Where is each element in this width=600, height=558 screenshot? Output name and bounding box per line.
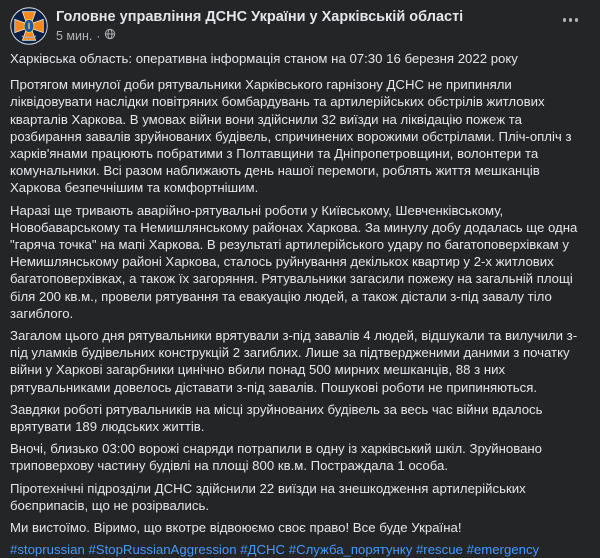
post-header-text [56,7,590,44]
hashtag-link[interactable]: #StopRussianAggression [88,542,237,558]
page-avatar[interactable] [10,7,48,45]
post-paragraph: Завдяки роботі рятувальників на місці зруйнованих будівель за весь час війни вдалось врятувати 189 людських життів. [10,401,543,435]
post-paragraph: Ми вистоїмо. Віримо, що вкотре відвоюємо своє право! Все буде Україна! [10,520,462,536]
page-name-link[interactable]: Головне управління ДСНС України у Харківській області [56,9,464,25]
post-paragraph: Загалом цього дня рятувальники врятували з-під завалів 4 людей, відшукали та вилучили з-під уламків будівельних конструкцій 2 загиблих. Лише за підтвердженими даними з початку війни у Харкові загарбники цинічно вбили понад 500 мирних мешканців, 88 з них рятувальниками довелось діставати з-під завалів. Пошукові роботи не припиняються. [10,328,578,395]
post-paragraph: Вночі, близько 03:00 ворожі снаряди потрапили в одну із харківський шкіл. Зруйновано триповерхову частину будівлі на площі 800 кв.м. Постраждала 1 особа. [10,441,543,474]
hashtag-link[interactable]: #rescue [415,542,463,558]
dsns-emblem-icon [10,7,48,45]
globe-icon [104,28,116,44]
hashtag-line [10,541,590,558]
hashtag-link[interactable]: #ДСНС [240,542,286,558]
post-header [10,7,590,45]
hashtag-link[interactable]: #Служба_порятунку [288,542,413,558]
post-meta [56,28,590,44]
meta-separator: · [96,29,101,43]
hashtag-link[interactable]: #emergency [466,542,540,558]
hashtag-link[interactable]: #stoprussian [10,542,85,558]
post-text [10,50,590,536]
more-options-button[interactable] [559,14,583,26]
post-paragraph: Піротехнічні підрозділи ДСНС здійснили 22 виїзди на знешкодження артилерійських боєприпасів, що не розірвались. [10,480,526,513]
post-paragraph: Харківська область: оперативна інформація станом на 07:30 16 березня 2022 року [10,51,518,66]
post-paragraph: Протягом минулої доби рятувальники Харківського гарнізону ДСНС не припиняли ліквідовувати наслідки повітряних бомбардувань та артилерійських обстрілів житлових кварталів Харкова. В умовах війни вони здійснили 32 виїзди на ліквідацію пожеж та розбирання завалів зруйнованих будівель, спричинених ворожими обстрілами. Пліч-опліч з харків'янами працюють побратими з Полтавщини та Дніпропетровщини, волонтери та комунальники. Всі разом наближають день нашої перемоги, роблять життя мешканців Харкова безпечнішим та комфортнішим. [10,77,572,196]
post-paragraph: Наразі ще тривають аварійно-рятувальні роботи у Київському, Шевченківському, Новобаварському та Немишлянському районах Харкова. За минулу добу додалась ще одна "гаряча точка" на мапі Харкова. В результаті артилерійського удару по багатоповерхівкам у Немишлянському районі Харкова, сталось руйнування декількох квартир у 2-х житлових багатоповерхівках, а також їх загоряння. Рятувальники загасили пожежу на загальній площі біля 200 кв.м., провели рятування та евакуацію людей, а також дістали з-під завалу тіло загиблого. [10,202,578,321]
ellipsis-icon [563,18,579,22]
post-timestamp[interactable]: 5 мин. [56,29,93,43]
